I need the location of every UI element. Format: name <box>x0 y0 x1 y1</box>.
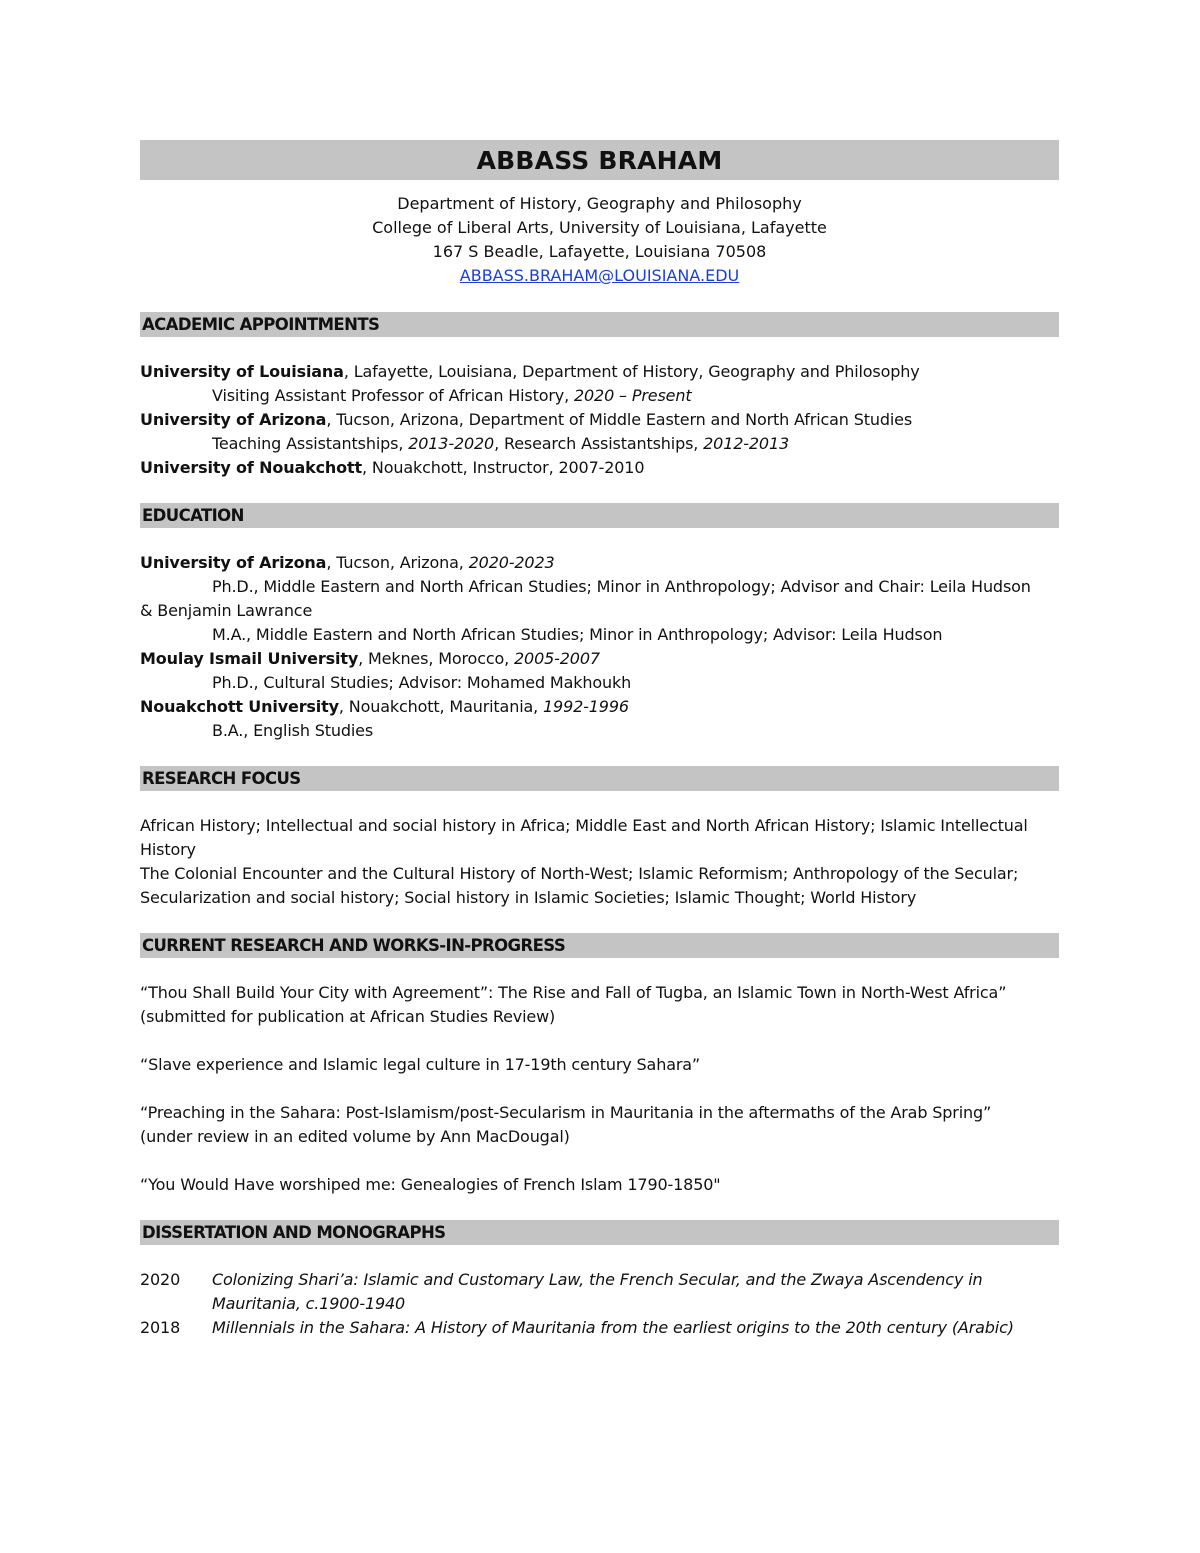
focus-line: Secularization and social history; Social history in Islamic Societies; Islamic Thought; World History <box>140 888 917 907</box>
monograph-list <box>140 1268 1059 1340</box>
education-item <box>140 695 1059 719</box>
institution-details: , Meknes, Morocco, <box>358 649 515 668</box>
work-item <box>140 1173 1059 1197</box>
institution-details: , Tucson, Arizona, Department of Middle Eastern and North African Studies <box>326 410 913 429</box>
work-title: “Thou Shall Build Your City with Agreement”: The Rise and Fall of Tugba, an Islamic Town in North-West Africa” <box>140 983 1007 1002</box>
section-title: DISSERTATION AND MONOGRAPHS <box>142 1223 446 1242</box>
degree-line: M.A., Middle Eastern and North African Studies; Minor in Anthropology; Advisor: Leila Hudson <box>212 625 943 644</box>
appointment-role <box>140 384 1059 408</box>
work-status: (submitted for publication at African Studies Review) <box>140 1007 556 1026</box>
role-text: Visiting Assistant Professor of African History, <box>212 386 574 405</box>
section-title: ACADEMIC APPOINTMENTS <box>142 315 380 334</box>
institution-name: Nouakchott University <box>140 697 339 716</box>
institution-details: , Nouakchott, Mauritania, <box>338 697 544 716</box>
focus-line: African History; Intellectual and social history in Africa; Middle East and North African History; Islamic Intellectual <box>140 816 1028 835</box>
education-dates: 2020-2023 <box>468 553 555 572</box>
monograph-title-line: Colonizing Shari’a: Islamic and Customary Law, the French Secular, and the Zwaya Ascendency in <box>212 1270 983 1289</box>
name-header <box>140 140 1059 180</box>
monograph-year: 2020 <box>140 1270 181 1289</box>
focus-line: History <box>140 840 196 859</box>
education-dates: 2005-2007 <box>514 649 600 668</box>
cv-page <box>140 140 1059 1340</box>
section-research-focus <box>140 766 1059 791</box>
work-item <box>140 981 1059 1029</box>
work-title: “You Would Have worshiped me: Genealogies of French Islam 1790-1850" <box>140 1175 721 1194</box>
degree-line: Ph.D., Cultural Studies; Advisor: Mohamed Makhoukh <box>212 673 632 692</box>
institution-details: , Lafayette, Louisiana, Department of History, Geography and Philosophy <box>343 362 920 381</box>
institution-details: , Tucson, Arizona, <box>326 553 469 572</box>
education-item <box>140 551 1059 575</box>
section-title: CURRENT RESEARCH AND WORKS-IN-PROGRESS <box>142 936 566 955</box>
appointment-role <box>140 432 1059 456</box>
monograph-title <box>212 1316 1014 1340</box>
work-item <box>140 1053 1059 1077</box>
role-text: Teaching Assistantships, <box>212 434 409 453</box>
monograph-title-line: Millennials in the Sahara: A History of Mauritania from the earliest origins to the 20th century (Arabic) <box>212 1318 1014 1337</box>
institution-name: University of Arizona <box>140 410 327 429</box>
education-list <box>140 551 1059 743</box>
role-text: , Research Assistantships, <box>494 434 704 453</box>
college-line: College of Liberal Arts, University of Louisiana, Lafayette <box>372 218 827 237</box>
role-dates: 2012-2013 <box>703 434 790 453</box>
monograph-item <box>140 1268 1059 1316</box>
section-academic-appointments <box>140 312 1059 337</box>
monograph-title-line: Mauritania, c.1900-1940 <box>212 1294 406 1313</box>
institution-details: , Nouakchott, Instructor, 2007-2010 <box>362 458 645 477</box>
focus-line: The Colonial Encounter and the Cultural History of North-West; Islamic Reformism; Anthropology of the Secular; <box>140 864 1019 883</box>
appointments-list <box>140 360 1059 480</box>
monograph-year: 2018 <box>140 1318 181 1337</box>
section-education <box>140 503 1059 528</box>
work-title: “Slave experience and Islamic legal culture in 17-19th century Sahara” <box>140 1055 701 1074</box>
degree-line-continued: & Benjamin Lawrance <box>140 601 313 620</box>
section-dissertation <box>140 1220 1059 1245</box>
author-name: ABBASS BRAHAM <box>476 145 723 175</box>
work-item <box>140 1101 1059 1149</box>
institution-name: University of Arizona <box>140 553 327 572</box>
education-dates: 1992-1996 <box>543 697 629 716</box>
section-title: EDUCATION <box>142 506 244 525</box>
department-line: Department of History, Geography and Philosophy <box>397 194 802 213</box>
monograph-item <box>140 1316 1059 1340</box>
address-line: 167 S Beadle, Lafayette, Louisiana 70508 <box>432 242 767 261</box>
role-dates: 2020 – Present <box>574 386 692 405</box>
degree-line: Ph.D., Middle Eastern and North African Studies; Minor in Anthropology; Advisor and Chair: Leila Hudson <box>212 577 1031 596</box>
education-item <box>140 647 1059 671</box>
contact-block <box>140 192 1059 288</box>
monograph-title <box>212 1268 982 1316</box>
appointment-item <box>140 408 1059 432</box>
work-title: “Preaching in the Sahara: Post-Islamism/post-Secularism in Mauritania in the aftermaths of the Arab Spring” <box>140 1103 992 1122</box>
appointment-item <box>140 456 1059 480</box>
role-dates: 2013-2020 <box>408 434 495 453</box>
email-link[interactable]: ABBASS.BRAHAM@LOUISIANA.EDU <box>459 266 740 285</box>
section-title: RESEARCH FOCUS <box>142 769 301 788</box>
work-status: (under review in an edited volume by Ann MacDougal) <box>140 1127 570 1146</box>
institution-name: Moulay Ismail University <box>140 649 359 668</box>
appointment-item <box>140 360 1059 384</box>
section-current-research <box>140 933 1059 958</box>
degree-line: B.A., English Studies <box>212 721 374 740</box>
institution-name: University of Nouakchott <box>140 458 362 477</box>
institution-name: University of Louisiana <box>140 362 344 381</box>
research-focus-text <box>140 814 1059 910</box>
